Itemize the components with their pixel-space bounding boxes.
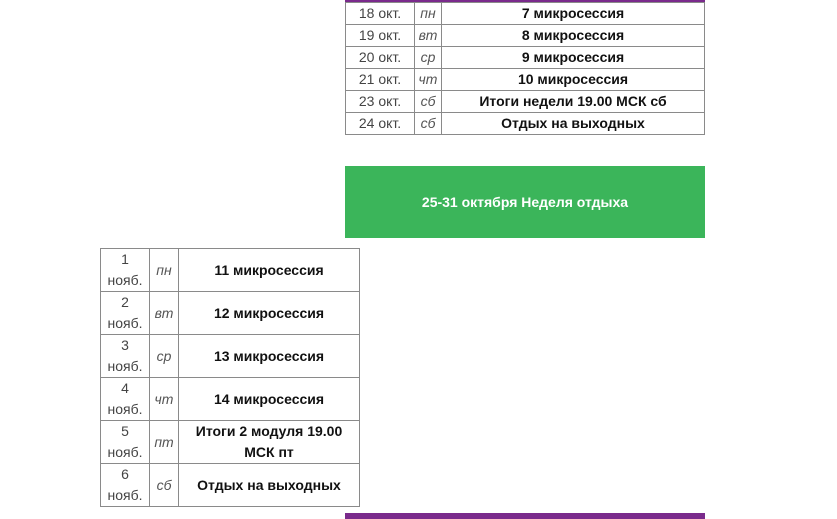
rest-week-banner: 25-31 октября Неделя отдыха xyxy=(345,166,705,238)
bottom-purple-divider xyxy=(345,513,705,519)
table-row xyxy=(101,249,360,292)
session-title: Отдых на выходных xyxy=(442,113,705,135)
session-date: 21 окт. xyxy=(346,69,415,91)
session-title: Итоги недели 19.00 МСК сб xyxy=(442,91,705,113)
session-title: Отдых на выходных xyxy=(179,464,360,507)
table-row xyxy=(346,3,705,25)
session-title: 12 микросессия xyxy=(179,292,360,335)
session-weekday: ср xyxy=(150,335,179,378)
table-row xyxy=(346,47,705,69)
session-weekday: сб xyxy=(415,113,442,135)
session-date: 19 окт. xyxy=(346,25,415,47)
session-weekday: пн xyxy=(150,249,179,292)
session-date: 24 окт. xyxy=(346,113,415,135)
session-title: 14 микросессия xyxy=(179,378,360,421)
session-weekday: чт xyxy=(150,378,179,421)
session-title: 11 микросессия xyxy=(179,249,360,292)
session-date: 18 окт. xyxy=(346,3,415,25)
november-schedule-table xyxy=(100,248,360,507)
table-row xyxy=(101,421,360,464)
session-date: 4 нояб. xyxy=(101,378,150,421)
session-weekday: сб xyxy=(415,91,442,113)
session-date: 1 нояб. xyxy=(101,249,150,292)
session-weekday: ср xyxy=(415,47,442,69)
session-weekday: пн xyxy=(415,3,442,25)
table-row xyxy=(346,113,705,135)
session-date: 3 нояб. xyxy=(101,335,150,378)
table-row xyxy=(101,335,360,378)
session-title: 8 микросессия xyxy=(442,25,705,47)
table-row xyxy=(346,91,705,113)
table-row xyxy=(101,464,360,507)
session-title: Итоги 2 модуля 19.00 МСК пт xyxy=(179,421,360,464)
table-row xyxy=(101,378,360,421)
session-title: 10 микросессия xyxy=(442,69,705,91)
session-date: 2 нояб. xyxy=(101,292,150,335)
session-date: 6 нояб. xyxy=(101,464,150,507)
table-row xyxy=(101,292,360,335)
session-date: 20 окт. xyxy=(346,47,415,69)
session-weekday: пт xyxy=(150,421,179,464)
session-title: 9 микросессия xyxy=(442,47,705,69)
session-date: 5 нояб. xyxy=(101,421,150,464)
session-title: 13 микросессия xyxy=(179,335,360,378)
session-weekday: вт xyxy=(150,292,179,335)
session-weekday: чт xyxy=(415,69,442,91)
table-row xyxy=(346,25,705,47)
session-weekday: вт xyxy=(415,25,442,47)
table-row xyxy=(346,69,705,91)
session-title: 7 микросессия xyxy=(442,3,705,25)
session-weekday: сб xyxy=(150,464,179,507)
october-schedule-table xyxy=(345,2,705,135)
session-date: 23 окт. xyxy=(346,91,415,113)
